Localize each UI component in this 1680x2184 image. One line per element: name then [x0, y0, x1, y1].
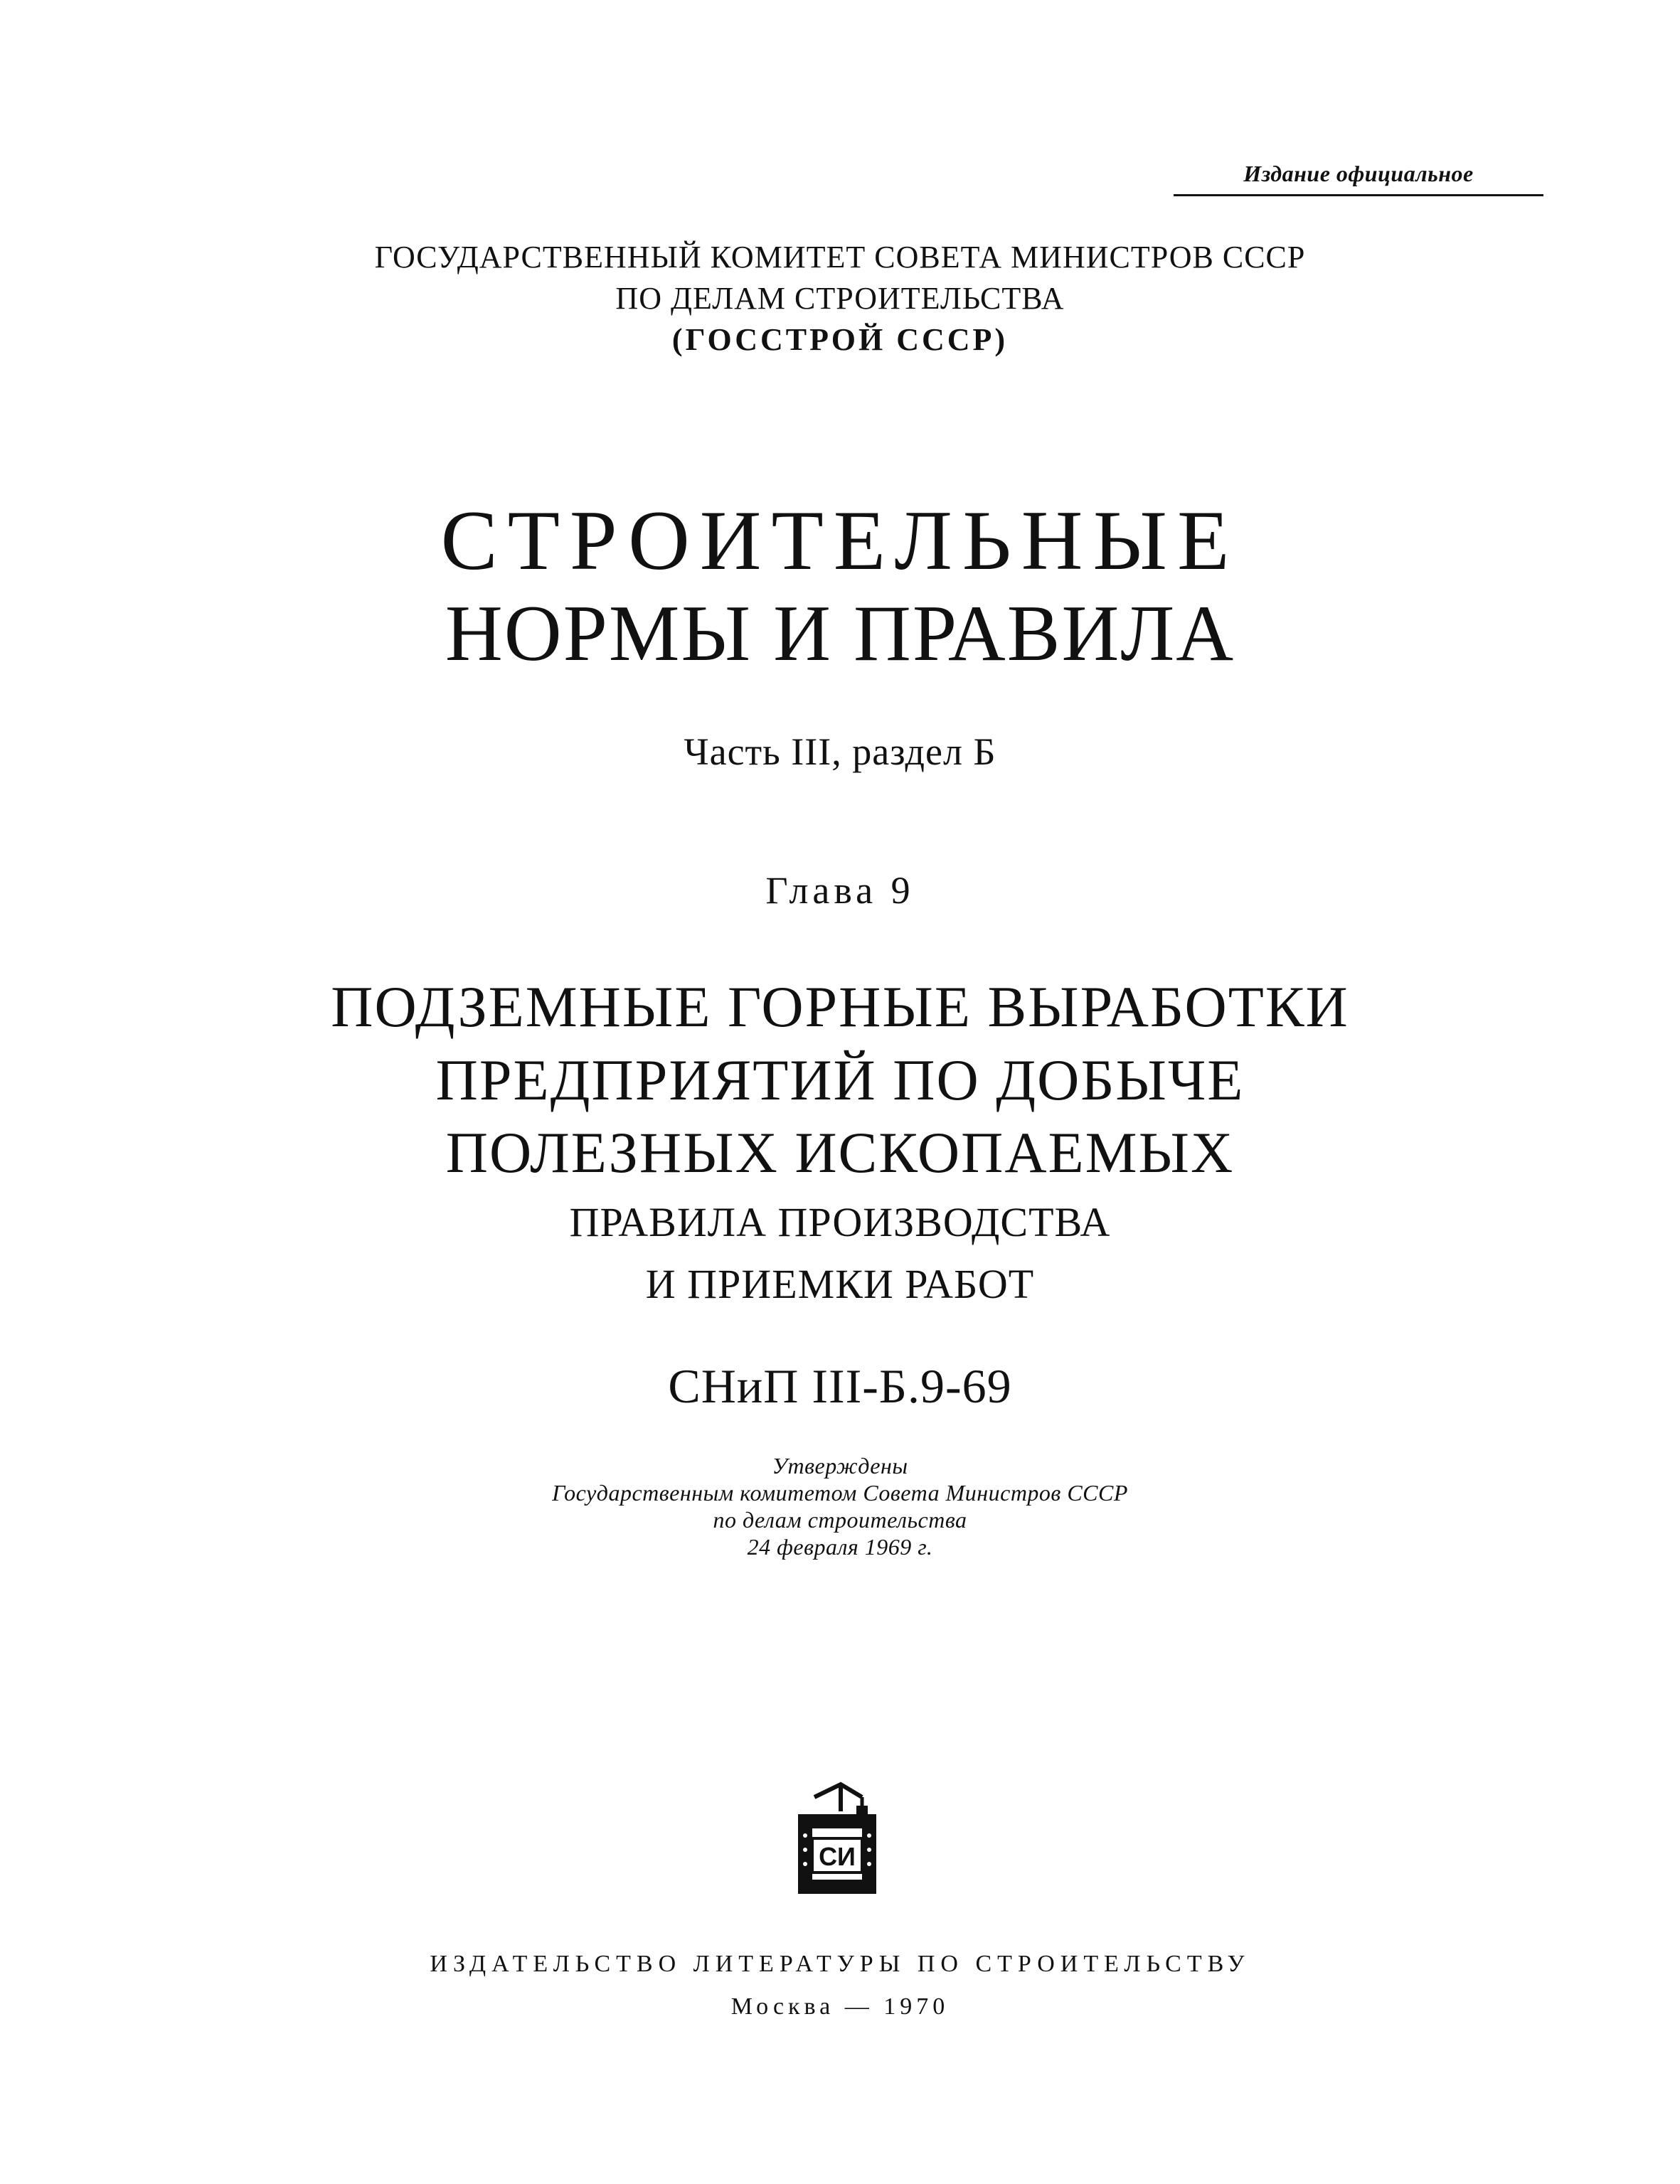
- committee-line-1: ГОСУДАРСТВЕННЫЙ КОМИТЕТ СОВЕТА МИНИСТРОВ СССР: [374, 240, 1306, 275]
- subject-line-2: ПРЕДПРИЯТИЙ ПО ДОБЫЧЕ: [435, 1048, 1245, 1112]
- document-code: СНиП III-Б.9-69: [668, 1359, 1012, 1413]
- logo-letters: СИ: [819, 1842, 856, 1871]
- subject-line-3: ПОЛЕЗНЫХ ИСКОПАЕМЫХ: [445, 1120, 1235, 1185]
- main-title-line-1: СТРОИТЕЛЬНЫЕ: [440, 493, 1240, 587]
- part-section: Часть III, раздел Б: [684, 730, 996, 773]
- subject-line-5: И ПРИЕМКИ РАБОТ: [645, 1261, 1035, 1307]
- committee-line-2: ПО ДЕЛАМ СТРОИТЕЛЬСТВА: [615, 281, 1065, 316]
- approval-line-2: Государственным комитетом Совета Министров СССР: [552, 1480, 1128, 1506]
- main-title-line-2: НОРМЫ И ПРАВИЛА: [445, 590, 1235, 678]
- edition-mark: Издание официальное: [1243, 161, 1474, 186]
- approval-line-1: Утверждены: [772, 1453, 908, 1479]
- approval-line-4: 24 февраля 1969 г.: [747, 1534, 933, 1560]
- subject-line-4: ПРАВИЛА ПРОИЗВОДСТВА: [569, 1199, 1111, 1245]
- city-year: Москва — 1970: [730, 1993, 950, 2020]
- publisher-logo-icon: [782, 1781, 889, 1902]
- edition-underline: [1174, 194, 1543, 196]
- committee-line-3: (ГОССТРОЙ СССР): [671, 322, 1009, 357]
- publisher-name: ИЗДАТЕЛЬСТВО ЛИТЕРАТУРЫ ПО СТРОИТЕЛЬСТВУ: [430, 1951, 1250, 1977]
- subject-line-1: ПОДЗЕМНЫЕ ГОРНЫЕ ВЫРАБОТКИ: [331, 974, 1349, 1039]
- chapter-number: Глава 9: [765, 869, 915, 912]
- approval-line-3: по делам строительства: [713, 1507, 967, 1533]
